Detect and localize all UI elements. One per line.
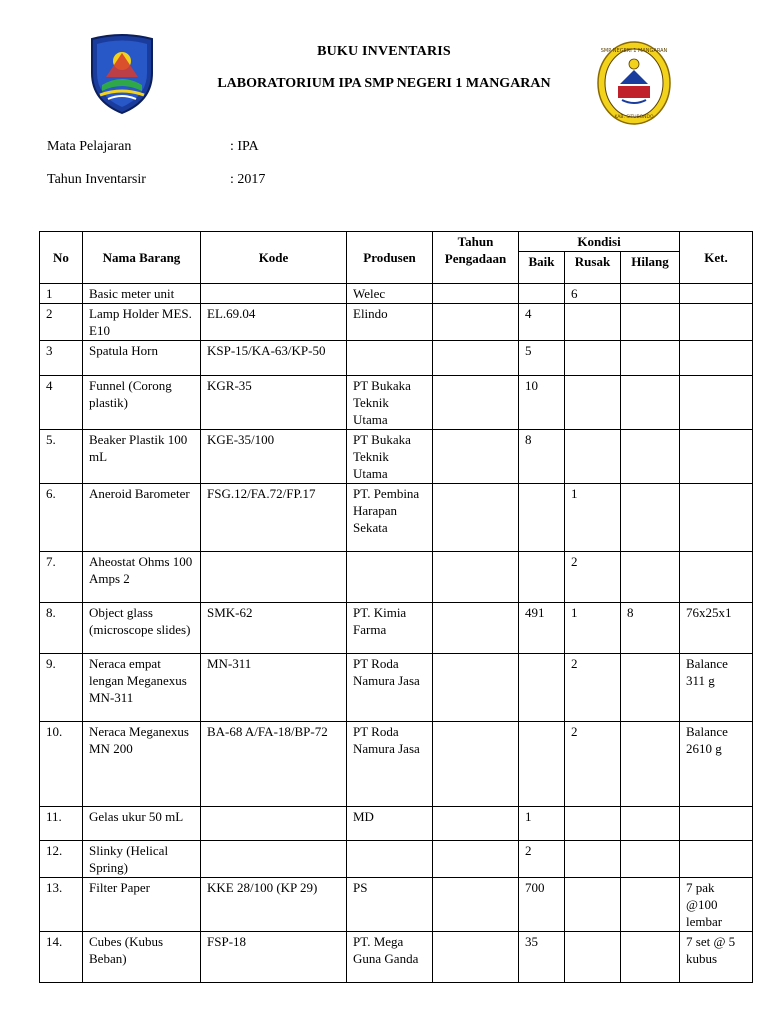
cell-no: 7.	[40, 552, 83, 603]
header-baik: Baik	[519, 252, 565, 284]
inventory-table	[39, 231, 753, 983]
table-row	[40, 376, 753, 430]
cell-ket: 76x25x1	[680, 603, 753, 654]
cell-kode: EL.69.04	[201, 304, 347, 341]
cell-hilang	[621, 722, 680, 807]
cell-tahun	[433, 878, 519, 932]
cell-produsen: Welec	[347, 284, 433, 304]
cell-no: 13.	[40, 878, 83, 932]
cell-tahun	[433, 807, 519, 841]
cell-hilang	[621, 932, 680, 983]
cell-no: 11.	[40, 807, 83, 841]
table-row	[40, 304, 753, 341]
table-row	[40, 878, 753, 932]
table-row	[40, 807, 753, 841]
cell-ket	[680, 284, 753, 304]
cell-nama: Aneroid Barometer	[83, 484, 201, 552]
cell-tahun	[433, 376, 519, 430]
cell-nama: Beaker Plastik 100 mL	[83, 430, 201, 484]
cell-baik: 700	[519, 878, 565, 932]
cell-ket	[680, 552, 753, 603]
cell-nama: Slinky (Helical Spring)	[83, 841, 201, 878]
cell-hilang	[621, 841, 680, 878]
cell-produsen: PT. Kimia Farma	[347, 603, 433, 654]
cell-baik: 2	[519, 841, 565, 878]
cell-no: 6.	[40, 484, 83, 552]
table-row	[40, 654, 753, 722]
cell-kode: KGE-35/100	[201, 430, 347, 484]
cell-rusak	[565, 376, 621, 430]
cell-hilang	[621, 878, 680, 932]
cell-produsen: PS	[347, 878, 433, 932]
cell-rusak: 2	[565, 722, 621, 807]
subject-row	[47, 139, 259, 155]
cell-hilang	[621, 430, 680, 484]
svg-text:KAB. SITUBONDO: KAB. SITUBONDO	[614, 115, 654, 120]
cell-hilang	[621, 484, 680, 552]
subject-value: : IPA	[230, 139, 259, 154]
cell-no: 12.	[40, 841, 83, 878]
cell-tahun	[433, 654, 519, 722]
cell-ket	[680, 841, 753, 878]
cell-rusak	[565, 430, 621, 484]
cell-baik	[519, 484, 565, 552]
header-rusak: Rusak	[565, 252, 621, 284]
cell-tahun	[433, 552, 519, 603]
year-label: Tahun Inventarsir	[47, 172, 146, 187]
header-tahun: Tahun Pengadaan	[433, 232, 519, 284]
cell-no: 10.	[40, 722, 83, 807]
cell-nama: Neraca Meganexus MN 200	[83, 722, 201, 807]
year-row	[47, 172, 265, 188]
cell-kode: SMK-62	[201, 603, 347, 654]
cell-hilang	[621, 654, 680, 722]
cell-ket: Balance 311 g	[680, 654, 753, 722]
cell-nama: Cubes (Kubus Beban)	[83, 932, 201, 983]
header-produsen: Produsen	[347, 232, 433, 284]
cell-ket	[680, 304, 753, 341]
header-hilang: Hilang	[621, 252, 680, 284]
cell-nama: Filter Paper	[83, 878, 201, 932]
cell-rusak: 2	[565, 654, 621, 722]
header-kode: Kode	[201, 232, 347, 284]
cell-kode: KGR-35	[201, 376, 347, 430]
cell-rusak	[565, 807, 621, 841]
cell-hilang	[621, 304, 680, 341]
cell-no: 2	[40, 304, 83, 341]
cell-no: 8.	[40, 603, 83, 654]
table-row	[40, 722, 753, 807]
cell-baik: 4	[519, 304, 565, 341]
cell-ket	[680, 430, 753, 484]
header-nama: Nama Barang	[83, 232, 201, 284]
cell-ket	[680, 807, 753, 841]
document-subtitle: LABORATORIUM IPA SMP NEGERI 1 MANGARAN	[217, 76, 551, 91]
cell-baik: 8	[519, 430, 565, 484]
table-row	[40, 484, 753, 552]
cell-ket: 7 set @ 5 kubus	[680, 932, 753, 983]
table-row	[40, 430, 753, 484]
document-title: BUKU INVENTARIS	[317, 44, 451, 59]
cell-no: 1	[40, 284, 83, 304]
cell-hilang	[621, 376, 680, 430]
cell-kode	[201, 841, 347, 878]
cell-no: 3	[40, 341, 83, 376]
cell-produsen: PT. Pembina Harapan Sekata	[347, 484, 433, 552]
cell-rusak	[565, 341, 621, 376]
cell-produsen: PT Roda Namura Jasa	[347, 654, 433, 722]
cell-rusak	[565, 932, 621, 983]
cell-nama: Object glass (microscope slides)	[83, 603, 201, 654]
cell-no: 5.	[40, 430, 83, 484]
header-ket: Ket.	[680, 232, 753, 284]
cell-kode	[201, 284, 347, 304]
cell-tahun	[433, 603, 519, 654]
cell-produsen: MD	[347, 807, 433, 841]
cell-kode: BA-68 A/FA-18/BP-72	[201, 722, 347, 807]
svg-text:SMP NEGERI 1 MANGARAN: SMP NEGERI 1 MANGARAN	[600, 48, 668, 54]
cell-kode	[201, 807, 347, 841]
cell-no: 4	[40, 376, 83, 430]
cell-tahun	[433, 284, 519, 304]
cell-kode: FSP-18	[201, 932, 347, 983]
cell-kode: MN-311	[201, 654, 347, 722]
cell-baik	[519, 654, 565, 722]
header-kondisi: Kondisi	[519, 232, 680, 252]
cell-rusak	[565, 878, 621, 932]
cell-produsen: Elindo	[347, 304, 433, 341]
cell-hilang	[621, 284, 680, 304]
table-row	[40, 552, 753, 603]
cell-baik: 1	[519, 807, 565, 841]
cell-tahun	[433, 484, 519, 552]
cell-tahun	[433, 841, 519, 878]
cell-nama: Spatula Horn	[83, 341, 201, 376]
cell-nama: Funnel (Corong plastik)	[83, 376, 201, 430]
cell-ket: Balance 2610 g	[680, 722, 753, 807]
cell-tahun	[433, 932, 519, 983]
cell-no: 9.	[40, 654, 83, 722]
table-row	[40, 341, 753, 376]
cell-rusak: 1	[565, 603, 621, 654]
cell-no: 14.	[40, 932, 83, 983]
cell-hilang	[621, 807, 680, 841]
cell-hilang	[621, 341, 680, 376]
cell-kode: FSG.12/FA.72/FP.17	[201, 484, 347, 552]
cell-rusak: 1	[565, 484, 621, 552]
cell-produsen: PT Bukaka Teknik Utama	[347, 430, 433, 484]
cell-kode	[201, 552, 347, 603]
cell-rusak: 6	[565, 284, 621, 304]
table-row	[40, 603, 753, 654]
cell-kode: KKE 28/100 (KP 29)	[201, 878, 347, 932]
cell-ket	[680, 376, 753, 430]
cell-nama: Aheostat Ohms 100 Amps 2	[83, 552, 201, 603]
cell-hilang	[621, 552, 680, 603]
header-no: No	[40, 232, 83, 284]
cell-ket: 7 pak @100 lembar	[680, 878, 753, 932]
cell-baik	[519, 552, 565, 603]
cell-produsen: PT Roda Namura Jasa	[347, 722, 433, 807]
cell-nama: Gelas ukur 50 mL	[83, 807, 201, 841]
cell-ket	[680, 484, 753, 552]
cell-nama: Neraca empat lengan Meganexus MN-311	[83, 654, 201, 722]
cell-baik	[519, 722, 565, 807]
year-value: : 2017	[230, 172, 266, 187]
subject-label: Mata Pelajaran	[47, 139, 132, 154]
cell-tahun	[433, 722, 519, 807]
cell-hilang: 8	[621, 603, 680, 654]
cell-tahun	[433, 430, 519, 484]
cell-rusak	[565, 841, 621, 878]
cell-tahun	[433, 341, 519, 376]
cell-baik: 5	[519, 341, 565, 376]
cell-ket	[680, 341, 753, 376]
cell-rusak: 2	[565, 552, 621, 603]
cell-baik: 10	[519, 376, 565, 430]
cell-rusak	[565, 304, 621, 341]
cell-produsen: PT. Mega Guna Ganda	[347, 932, 433, 983]
cell-produsen	[347, 341, 433, 376]
table-row	[40, 284, 753, 304]
cell-tahun	[433, 304, 519, 341]
table-row	[40, 932, 753, 983]
cell-nama: Lamp Holder MES. E10	[83, 304, 201, 341]
cell-produsen	[347, 841, 433, 878]
cell-kode: KSP-15/KA-63/KP-50	[201, 341, 347, 376]
cell-baik	[519, 284, 565, 304]
cell-baik: 35	[519, 932, 565, 983]
cell-nama: Basic meter unit	[83, 284, 201, 304]
cell-produsen: PT Bukaka Teknik Utama	[347, 376, 433, 430]
cell-baik: 491	[519, 603, 565, 654]
cell-produsen	[347, 552, 433, 603]
table-row	[40, 841, 753, 878]
